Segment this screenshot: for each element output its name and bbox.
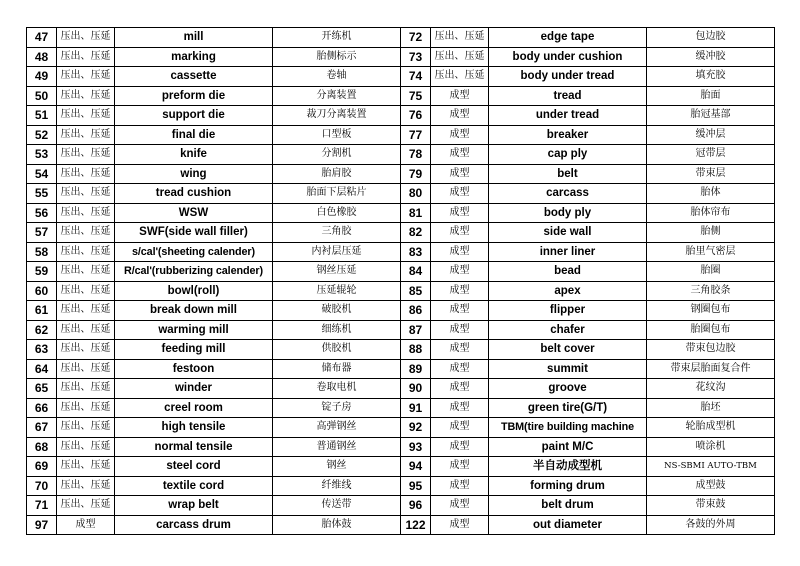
- entry-number: 49: [27, 67, 57, 87]
- english-term: warming mill: [115, 320, 273, 340]
- chinese-term: 胎体帘布: [647, 203, 775, 223]
- chinese-term: 内衬层压延: [273, 242, 401, 262]
- chinese-term: 缓冲胶: [647, 47, 775, 67]
- process-category: 压出、压延: [57, 242, 115, 262]
- table-row: [27, 262, 775, 282]
- entry-number: 50: [27, 86, 57, 106]
- entry-number: 82: [401, 223, 431, 243]
- chinese-term: 压延辊轮: [273, 281, 401, 301]
- process-category: 成型: [431, 496, 489, 516]
- table-row: [27, 496, 775, 516]
- english-term: paint M/C: [489, 437, 647, 457]
- entry-number: 91: [401, 398, 431, 418]
- english-term: carcass: [489, 184, 647, 204]
- chinese-term: 轮胎成型机: [647, 418, 775, 438]
- chinese-term: 卷轴: [273, 67, 401, 87]
- table-row: [27, 223, 775, 243]
- process-category: 压出、压延: [57, 184, 115, 204]
- entry-number: 65: [27, 379, 57, 399]
- chinese-term: 破胶机: [273, 301, 401, 321]
- entry-number: 84: [401, 262, 431, 282]
- entry-number: 55: [27, 184, 57, 204]
- english-term: winder: [115, 379, 273, 399]
- chinese-term: 储布器: [273, 359, 401, 379]
- chinese-term: 胎侧标示: [273, 47, 401, 67]
- process-category: 成型: [431, 203, 489, 223]
- table-row: [27, 281, 775, 301]
- entry-number: 90: [401, 379, 431, 399]
- entry-number: 62: [27, 320, 57, 340]
- process-category: 成型: [431, 281, 489, 301]
- entry-number: 80: [401, 184, 431, 204]
- entry-number: 96: [401, 496, 431, 516]
- table-row: [27, 320, 775, 340]
- entry-number: 68: [27, 437, 57, 457]
- process-category: 成型: [431, 418, 489, 438]
- process-category: 压出、压延: [57, 67, 115, 87]
- chinese-term: 分割机: [273, 145, 401, 165]
- table-row: [27, 515, 775, 535]
- entry-number: 86: [401, 301, 431, 321]
- table-row: [27, 418, 775, 438]
- english-term: tread: [489, 86, 647, 106]
- process-category: 成型: [431, 125, 489, 145]
- process-category: 成型: [431, 515, 489, 535]
- process-category: 压出、压延: [57, 203, 115, 223]
- chinese-term: 钢圈包布: [647, 301, 775, 321]
- entry-number: 95: [401, 476, 431, 496]
- table-row: [27, 106, 775, 126]
- entry-number: 59: [27, 262, 57, 282]
- chinese-term: 胎冠基部: [647, 106, 775, 126]
- entry-number: 72: [401, 28, 431, 48]
- chinese-term: 胎体: [647, 184, 775, 204]
- english-term: cassette: [115, 67, 273, 87]
- process-category: 压出、压延: [57, 86, 115, 106]
- table-row: [27, 457, 775, 477]
- entry-number: 53: [27, 145, 57, 165]
- chinese-term: 冠带层: [647, 145, 775, 165]
- process-category: 压出、压延: [57, 106, 115, 126]
- english-term: inner liner: [489, 242, 647, 262]
- process-category: 成型: [431, 184, 489, 204]
- table-row: [27, 340, 775, 360]
- english-term: bowl(roll): [115, 281, 273, 301]
- process-category: 压出、压延: [57, 47, 115, 67]
- english-term: feeding mill: [115, 340, 273, 360]
- process-category: 压出、压延: [57, 437, 115, 457]
- process-category: 压出、压延: [57, 476, 115, 496]
- english-term: side wall: [489, 223, 647, 243]
- glossary-table: [26, 27, 775, 535]
- entry-number: 79: [401, 164, 431, 184]
- process-category: 压出、压延: [57, 262, 115, 282]
- entry-number: 75: [401, 86, 431, 106]
- chinese-term: 锭子房: [273, 398, 401, 418]
- process-category: 成型: [431, 223, 489, 243]
- chinese-term: 胎肩胶: [273, 164, 401, 184]
- english-term: normal tensile: [115, 437, 273, 457]
- process-category: 压出、压延: [57, 340, 115, 360]
- english-term: cap ply: [489, 145, 647, 165]
- entry-number: 60: [27, 281, 57, 301]
- entry-number: 63: [27, 340, 57, 360]
- process-category: 压出、压延: [57, 28, 115, 48]
- english-term: break down mill: [115, 301, 273, 321]
- english-term: carcass drum: [115, 515, 273, 535]
- english-term: high tensile: [115, 418, 273, 438]
- english-term: WSW: [115, 203, 273, 223]
- process-category: 压出、压延: [57, 457, 115, 477]
- entry-number: 85: [401, 281, 431, 301]
- entry-number: 92: [401, 418, 431, 438]
- process-category: 压出、压延: [431, 47, 489, 67]
- entry-number: 97: [27, 515, 57, 535]
- english-term: belt drum: [489, 496, 647, 516]
- process-category: 压出、压延: [57, 223, 115, 243]
- english-term: tread cushion: [115, 184, 273, 204]
- english-term: bead: [489, 262, 647, 282]
- table-row: [27, 437, 775, 457]
- process-category: 成型: [431, 320, 489, 340]
- process-category: 压出、压延: [57, 418, 115, 438]
- process-category: 成型: [431, 457, 489, 477]
- chinese-term: 白色橡胶: [273, 203, 401, 223]
- entry-number: 47: [27, 28, 57, 48]
- english-term: body under cushion: [489, 47, 647, 67]
- chinese-term: 花纹沟: [647, 379, 775, 399]
- chinese-term: 开练机: [273, 28, 401, 48]
- english-term: SWF(side wall filler): [115, 223, 273, 243]
- chinese-term: 胎里气密层: [647, 242, 775, 262]
- chinese-term: 胎面下层粘片: [273, 184, 401, 204]
- english-term: edge tape: [489, 28, 647, 48]
- glossary-body: [27, 28, 775, 535]
- english-term: body ply: [489, 203, 647, 223]
- english-term: marking: [115, 47, 273, 67]
- process-category: 压出、压延: [57, 320, 115, 340]
- chinese-term: 成型鼓: [647, 476, 775, 496]
- process-category: 成型: [431, 437, 489, 457]
- chinese-term: 三角胶条: [647, 281, 775, 301]
- chinese-term: 胎侧: [647, 223, 775, 243]
- chinese-term: 纤维线: [273, 476, 401, 496]
- process-category: 压出、压延: [57, 496, 115, 516]
- entry-number: 67: [27, 418, 57, 438]
- process-category: 成型: [431, 359, 489, 379]
- english-term: wrap belt: [115, 496, 273, 516]
- process-category: 压出、压延: [57, 379, 115, 399]
- entry-number: 77: [401, 125, 431, 145]
- english-term: chafer: [489, 320, 647, 340]
- process-category: 压出、压延: [57, 301, 115, 321]
- chinese-term: 胎圈: [647, 262, 775, 282]
- entry-number: 56: [27, 203, 57, 223]
- entry-number: 81: [401, 203, 431, 223]
- entry-number: 122: [401, 515, 431, 535]
- english-term: flipper: [489, 301, 647, 321]
- process-category: 成型: [431, 145, 489, 165]
- chinese-term: 口型板: [273, 125, 401, 145]
- process-category: 成型: [431, 379, 489, 399]
- process-category: 压出、压延: [431, 67, 489, 87]
- process-category: 压出、压延: [57, 281, 115, 301]
- chinese-term: 带束层: [647, 164, 775, 184]
- chinese-term: 带束鼓: [647, 496, 775, 516]
- chinese-term: 胎圈包布: [647, 320, 775, 340]
- entry-number: 78: [401, 145, 431, 165]
- chinese-term: 各鼓的外周: [647, 515, 775, 535]
- table-row: [27, 47, 775, 67]
- chinese-term: 高弹钢丝: [273, 418, 401, 438]
- entry-number: 57: [27, 223, 57, 243]
- english-term: steel cord: [115, 457, 273, 477]
- english-term: TBM(tire building machine: [489, 418, 647, 438]
- entry-number: 70: [27, 476, 57, 496]
- process-category: 成型: [431, 86, 489, 106]
- chinese-term: 细练机: [273, 320, 401, 340]
- entry-number: 52: [27, 125, 57, 145]
- process-category: 成型: [431, 106, 489, 126]
- table-row: [27, 301, 775, 321]
- english-term: apex: [489, 281, 647, 301]
- chinese-term: 带束包边胶: [647, 340, 775, 360]
- entry-number: 88: [401, 340, 431, 360]
- process-category: 成型: [431, 301, 489, 321]
- entry-number: 61: [27, 301, 57, 321]
- english-term: textile cord: [115, 476, 273, 496]
- chinese-term: 供胶机: [273, 340, 401, 360]
- table-row: [27, 398, 775, 418]
- process-category: 压出、压延: [431, 28, 489, 48]
- english-term: preform die: [115, 86, 273, 106]
- chinese-term: 钢丝: [273, 457, 401, 477]
- english-term: belt cover: [489, 340, 647, 360]
- entry-number: 64: [27, 359, 57, 379]
- english-term: groove: [489, 379, 647, 399]
- chinese-term: 胎坯: [647, 398, 775, 418]
- english-term: belt: [489, 164, 647, 184]
- table-row: [27, 67, 775, 87]
- entry-number: 48: [27, 47, 57, 67]
- process-category: 成型: [57, 515, 115, 535]
- process-category: 成型: [431, 476, 489, 496]
- chinese-term: 分离装置: [273, 86, 401, 106]
- english-term: under tread: [489, 106, 647, 126]
- entry-number: 69: [27, 457, 57, 477]
- entry-number: 74: [401, 67, 431, 87]
- table-row: [27, 86, 775, 106]
- process-category: 压出、压延: [57, 164, 115, 184]
- chinese-term: 喷涂机: [647, 437, 775, 457]
- english-term: summit: [489, 359, 647, 379]
- glossary-page: [26, 27, 773, 535]
- english-term: out diameter: [489, 515, 647, 535]
- table-row: [27, 145, 775, 165]
- english-term: festoon: [115, 359, 273, 379]
- process-category: 压出、压延: [57, 145, 115, 165]
- english-term: 半自动成型机: [489, 457, 647, 477]
- english-term: final die: [115, 125, 273, 145]
- entry-number: 51: [27, 106, 57, 126]
- table-row: [27, 242, 775, 262]
- table-row: [27, 125, 775, 145]
- process-category: 成型: [431, 398, 489, 418]
- chinese-term: 三角胶: [273, 223, 401, 243]
- table-row: [27, 476, 775, 496]
- english-term: wing: [115, 164, 273, 184]
- english-term: knife: [115, 145, 273, 165]
- entry-number: 89: [401, 359, 431, 379]
- entry-number: 87: [401, 320, 431, 340]
- chinese-term: 包边胶: [647, 28, 775, 48]
- entry-number: 83: [401, 242, 431, 262]
- table-row: [27, 184, 775, 204]
- english-term: R/cal'(rubberizing calender): [115, 262, 273, 282]
- chinese-term: 胎体鼓: [273, 515, 401, 535]
- table-row: [27, 379, 775, 399]
- table-row: [27, 203, 775, 223]
- entry-number: 54: [27, 164, 57, 184]
- entry-number: 71: [27, 496, 57, 516]
- process-category: 成型: [431, 242, 489, 262]
- entry-number: 76: [401, 106, 431, 126]
- entry-number: 93: [401, 437, 431, 457]
- entry-number: 66: [27, 398, 57, 418]
- chinese-term: 钢丝压延: [273, 262, 401, 282]
- process-category: 成型: [431, 262, 489, 282]
- process-category: 压出、压延: [57, 398, 115, 418]
- chinese-term: 传送带: [273, 496, 401, 516]
- english-term: body under tread: [489, 67, 647, 87]
- process-category: 压出、压延: [57, 125, 115, 145]
- table-row: [27, 164, 775, 184]
- entry-number: 73: [401, 47, 431, 67]
- chinese-term: 带束层胎面复合件: [647, 359, 775, 379]
- chinese-term: 卷取电机: [273, 379, 401, 399]
- english-term: creel room: [115, 398, 273, 418]
- process-category: 成型: [431, 340, 489, 360]
- table-row: [27, 359, 775, 379]
- english-term: mill: [115, 28, 273, 48]
- chinese-term: 缓冲层: [647, 125, 775, 145]
- english-term: support die: [115, 106, 273, 126]
- process-category: 压出、压延: [57, 359, 115, 379]
- english-term: forming drum: [489, 476, 647, 496]
- english-term: s/cal'(sheeting calender): [115, 242, 273, 262]
- english-term: green tire(G/T): [489, 398, 647, 418]
- chinese-term: 裁刀分离装置: [273, 106, 401, 126]
- chinese-term: NS-SBMI AUTO-TBM: [647, 457, 775, 477]
- chinese-term: 普通钢丝: [273, 437, 401, 457]
- process-category: 成型: [431, 164, 489, 184]
- english-term: breaker: [489, 125, 647, 145]
- table-row: [27, 28, 775, 48]
- chinese-term: 填充胶: [647, 67, 775, 87]
- chinese-term: 胎面: [647, 86, 775, 106]
- entry-number: 58: [27, 242, 57, 262]
- entry-number: 94: [401, 457, 431, 477]
